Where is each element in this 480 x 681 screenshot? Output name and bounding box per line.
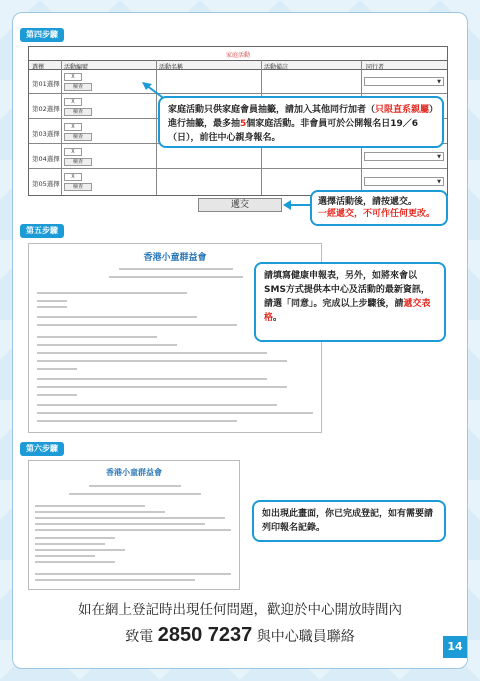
companion-select[interactable]: ▼ [364, 152, 444, 161]
org-logo: 香港小童群益會 [106, 468, 162, 477]
check-button[interactable]: 檢查 [64, 158, 92, 166]
header-companion: 同行者 [366, 64, 385, 71]
callout1-text-3: 個家庭活動。非會員可於公開報名日19／6（日），前往中心親身報名。 [168, 119, 419, 143]
callout2-line2: 一經遞交，不可作任何更改。 [318, 209, 436, 219]
callout5-end: 。 [273, 313, 283, 323]
footer-call-post: 與中心職員聯絡 [256, 629, 355, 645]
header-activity-name: 活動名稱 [159, 64, 184, 71]
footer-line1: 如在網上登記時出現任何問題，歡迎於中心開放時間內 [78, 602, 402, 618]
page-number: 14 [443, 636, 467, 658]
callout-family-activity [158, 96, 444, 148]
footer-contact [0, 624, 480, 647]
row-label: 第04選擇 [32, 155, 60, 163]
phone-number: 2850 7237 [157, 624, 253, 646]
step4-tag: 第四步驟 [20, 28, 64, 42]
callout5-highlight: 遞交表格 [264, 299, 431, 323]
callout5-text: 請填寫健康申報表，另外，如將來會以SMS方式提供本中心及活動的最新資訊，請選「同意」。完成以上步驟後，請 [264, 271, 430, 309]
step6-tag: 第六步驟 [20, 442, 64, 456]
callout1-number: 5 [240, 119, 247, 129]
org-logo: 香港小童群益會 [143, 253, 207, 263]
companion-select[interactable]: ▼ [364, 177, 444, 186]
activity-code-input[interactable]: X [64, 123, 82, 131]
check-button[interactable]: 檢查 [64, 108, 92, 116]
callout6-text: 如出現此畫面，你已完成登記，如有需要請列印報名記錄。 [262, 509, 434, 533]
header-select: 選擇 [32, 64, 45, 71]
submit-button[interactable]: 遞交 [198, 198, 282, 212]
activity-code-input[interactable]: X [64, 148, 82, 156]
row-label: 第03選擇 [32, 130, 60, 138]
callout1-text-1: 家庭活動只供家庭會員抽籤，請加入其他同行加者（ [168, 105, 376, 115]
step5-tag: 第五步驟 [20, 224, 64, 238]
footer-call-pre: 致電 [125, 629, 154, 645]
callout1-text-2: ）進行抽籤，最多抽 [168, 105, 434, 129]
table-row [29, 70, 447, 94]
row-label: 第02選擇 [32, 105, 60, 113]
table-row [29, 145, 447, 169]
table-header [29, 60, 447, 70]
callout-arrow [282, 198, 312, 212]
callout-submit [310, 190, 448, 226]
check-button[interactable]: 檢查 [64, 133, 92, 141]
row-label: 第01選擇 [32, 80, 60, 88]
activity-code-input[interactable]: X [64, 173, 82, 181]
activity-code-input[interactable]: X [64, 98, 82, 106]
registration-record-screenshot [28, 460, 240, 590]
callout2-line1: 選擇活動後，請按遞交。 [318, 197, 418, 207]
header-activity-remarks: 活動備註 [264, 64, 289, 71]
activity-code-input[interactable]: X [64, 73, 82, 81]
callout-registration-done [252, 500, 446, 542]
callout-health-declaration [254, 262, 446, 342]
header-activity-code: 活動編號 [64, 64, 89, 71]
check-button[interactable]: 檢查 [64, 83, 92, 91]
check-button[interactable]: 檢查 [64, 183, 92, 191]
table-title: 家庭活動 [225, 52, 250, 59]
callout1-highlight: 只限直系親屬 [375, 105, 430, 115]
row-label: 第05選擇 [32, 180, 60, 188]
companion-select[interactable]: ▼ [364, 77, 444, 86]
